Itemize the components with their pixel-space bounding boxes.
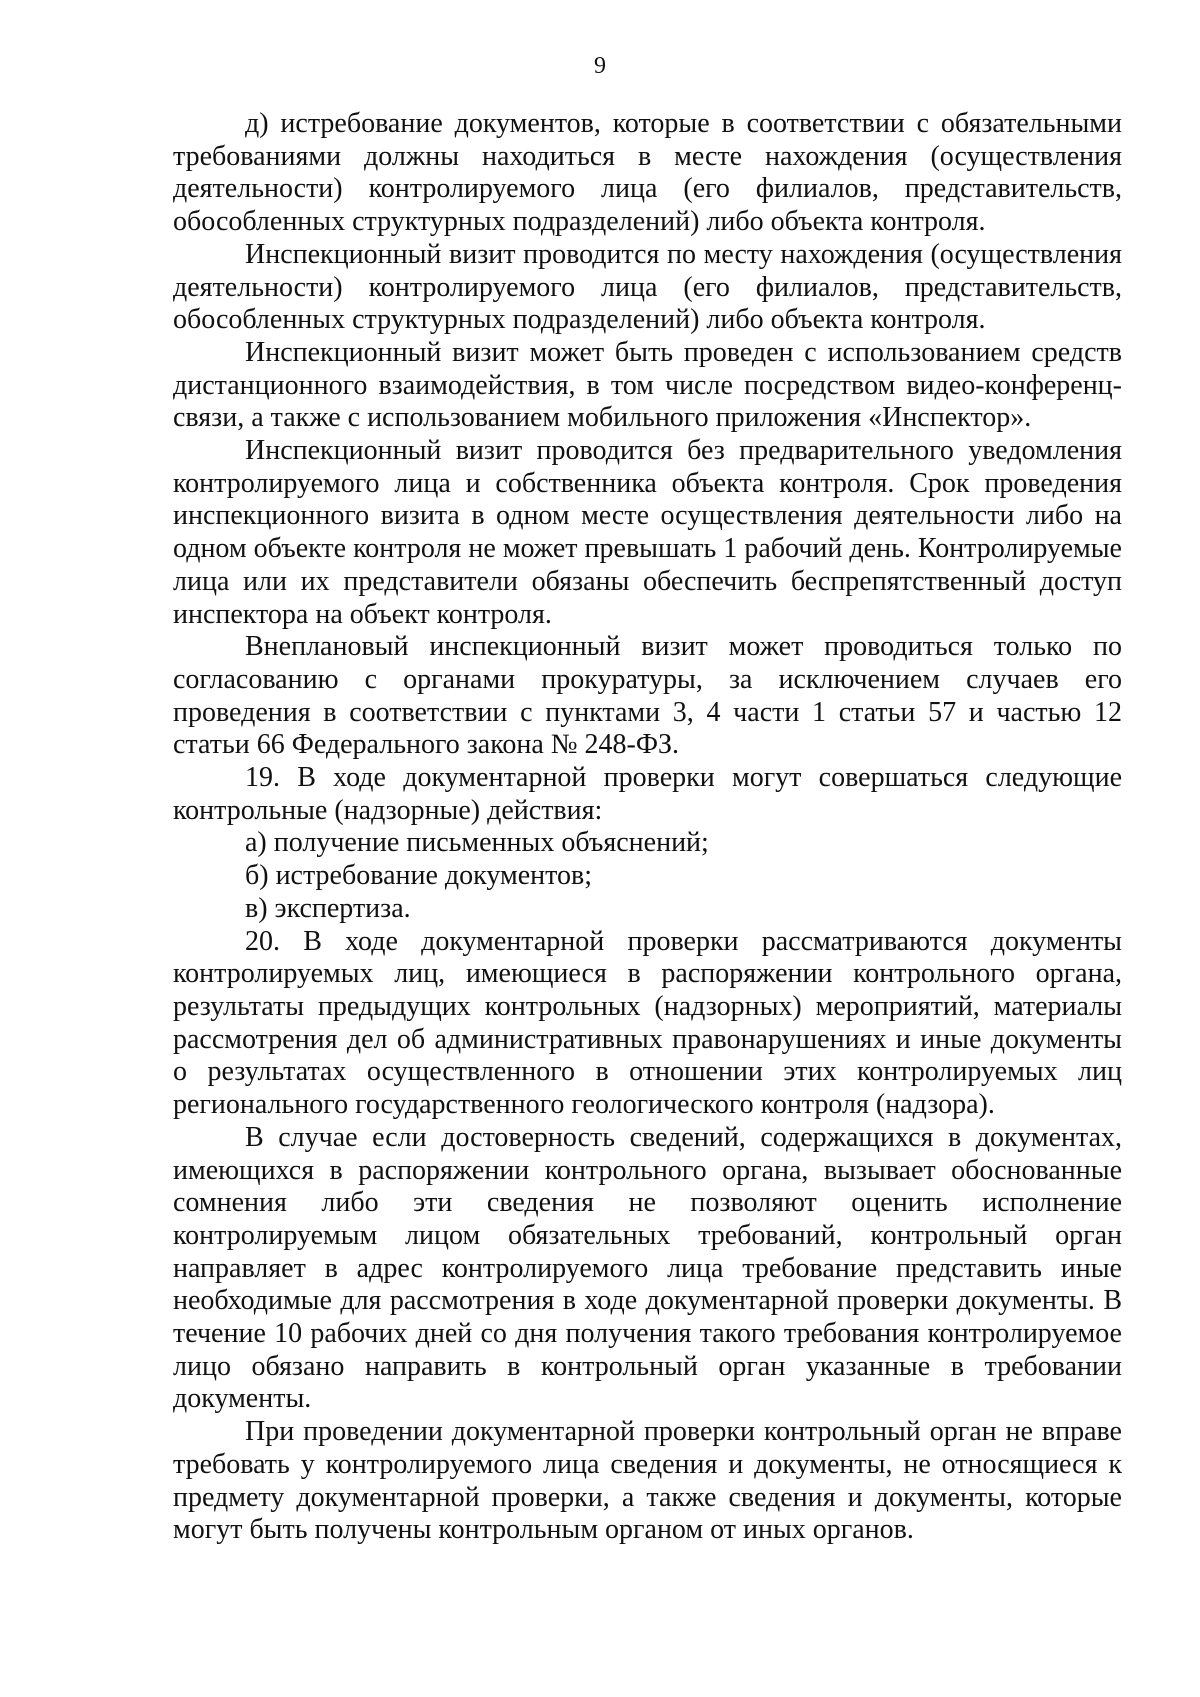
paragraph-unscheduled-visit: Внеплановый инспекционный визит может проводиться только по согласованию с органами прокуратуры, за исключением случаев его проведения в соответствии с пунктами 3, 4 части 1 статьи 57 и частью 12 статьи 66 Федерального закона № 248-ФЗ. — [173, 631, 1122, 761]
paragraph-section-19: 19. В ходе документарной проверки могут совершаться следующие контрольные (надзорные) действия: — [173, 762, 1122, 826]
paragraph-item-v: в) экспертиза. — [245, 892, 411, 924]
paragraph-doubtful-information: В случае если достоверность сведений, содержащихся в документах, имеющихся в распоряжении контрольного органа, вызывает обоснованные сомнения либо эти сведения не позволяют оценить исполнение контролируемым лицом обязательных требований, контрольный орган направляет в адрес контролируемого лица требование представить иные необходимые для рассмотрения в ходе документарной проверки документы. В течение 10 рабочих дней со дня получения такого требования контролируемое лицо обязано направить в контрольный орган указанные в требовании документы. — [173, 1121, 1122, 1415]
paragraph-inspection-visit-remote: Инспекционный визит может быть проведен с использованием средств дистанционного взаимодействия, в том числе посредством видео-конференц-связи, а также с использованием мобильного приложения «Инспектор». — [173, 336, 1122, 434]
page-number: 9 — [594, 53, 606, 79]
paragraph-inspection-visit-location: Инспекционный визит проводится по месту нахождения (осуществления деятельности) контролируемого лица (его филиалов, представительств, обособленных структурных подразделений) либо объекта контроля. — [173, 238, 1122, 336]
document-body — [173, 108, 1122, 1547]
paragraph-item-b: б) истребование документов; — [245, 860, 592, 892]
paragraph-restrictions: При проведении документарной проверки контрольный орган не вправе требовать у контролируемого лица сведения и документы, не относящиеся к предмету документарной проверки, а также сведения и документы, которые могут быть получены контрольным органом от иных органов. — [173, 1416, 1122, 1546]
paragraph-item-d: д) истребование документов, которые в соответствии с обязательными требованиями должны находиться в месте нахождения (осуществления деятельности) контролируемого лица (его филиалов, представительств, обособленных структурных подразделений) либо объекта контроля. — [173, 108, 1122, 238]
paragraph-section-20: 20. В ходе документарной проверки рассматриваются документы контролируемых лиц, имеющиеся в распоряжении контрольного органа, результаты предыдущих контрольных (надзорных) мероприятий, материалы рассмотрения дел об административных правонарушениях и иные документы о результатах осуществленного в отношении этих контролируемых лиц регионального государственного геологического контроля (надзора). — [173, 925, 1122, 1121]
paragraph-inspection-visit-notice: Инспекционный визит проводится без предварительного уведомления контролируемого лица и собственника объекта контроля. Срок проведения инспекционного визита в одном месте осуществления деятельности либо на одном объекте контроля не может превышать 1 рабочий день. Контролируемые лица или их представители обязаны обеспечить беспрепятственный доступ инспектора на объект контроля. — [173, 435, 1122, 630]
paragraph-item-a: а) получение письменных объяснений; — [245, 827, 709, 859]
